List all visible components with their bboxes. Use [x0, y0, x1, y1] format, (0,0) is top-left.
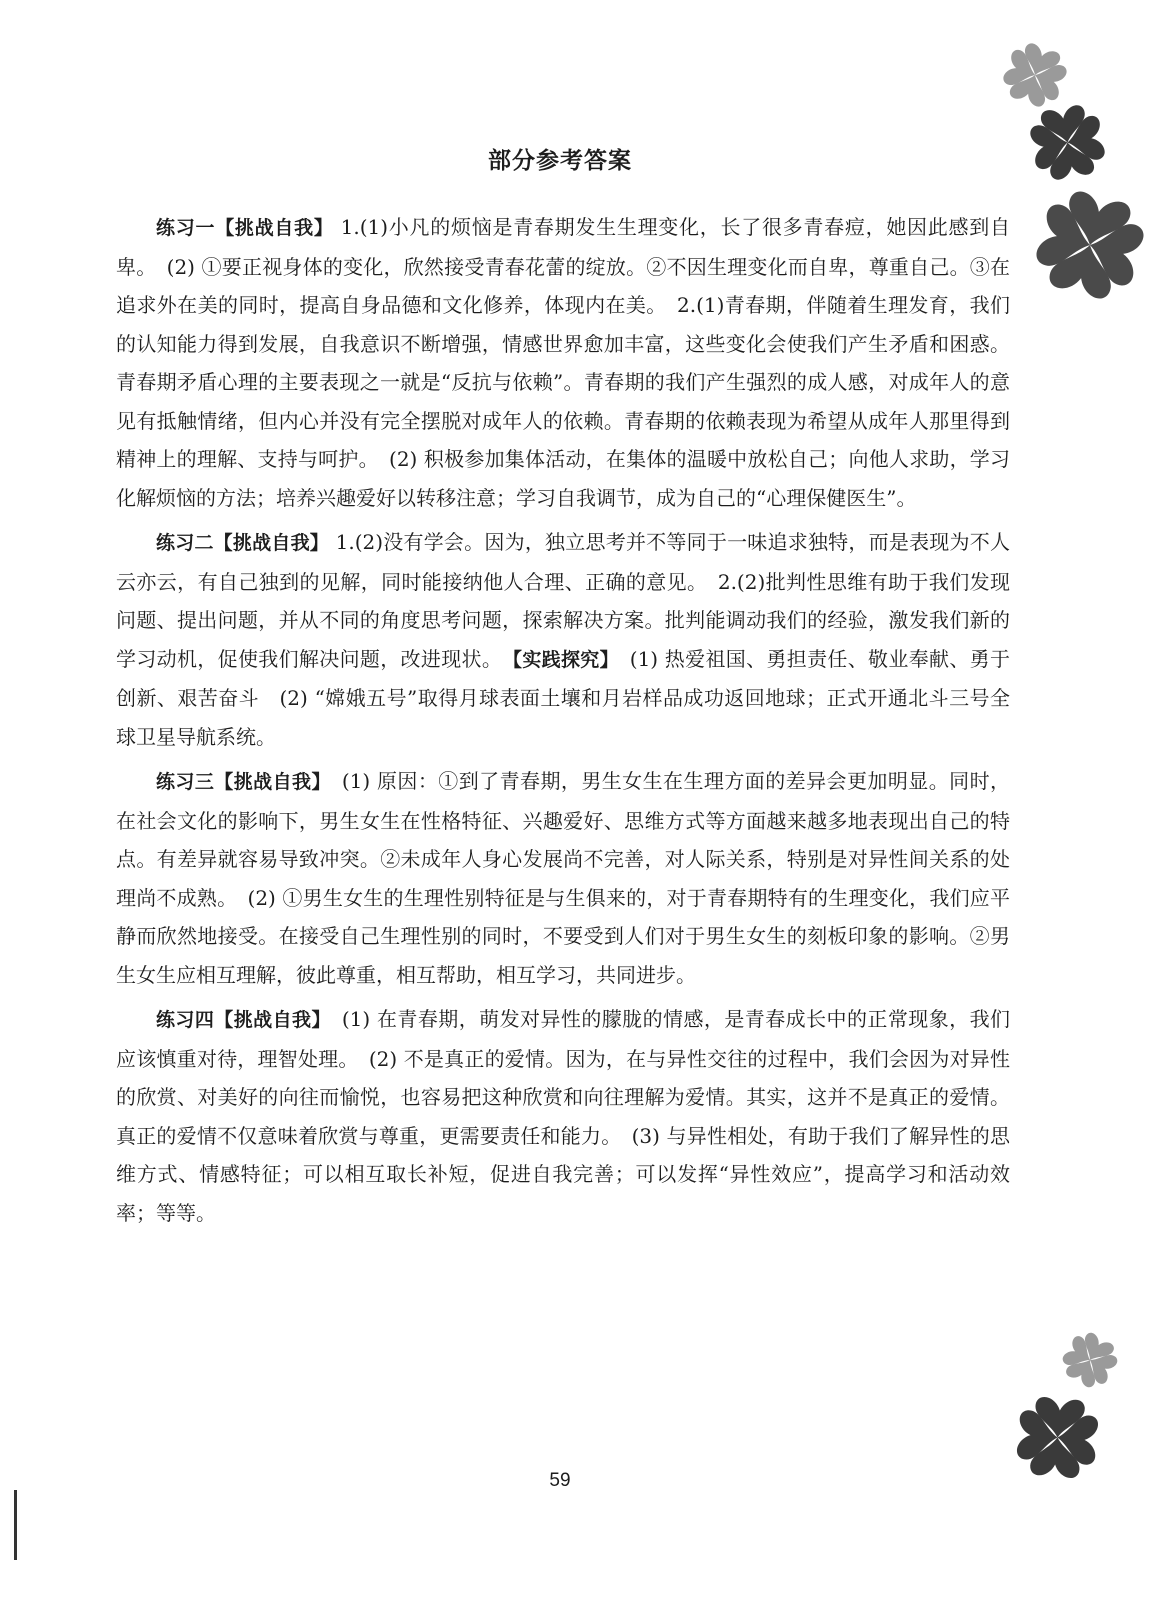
exercise-1-text: 1.(1)小凡的烦恼是青春期发生生理变化，长了很多青春痘，她因此感到自卑。 (2) ①要正视身体的变化，欣然接受青春花蕾的绽放。②不因生理变化而自卑，尊重自己。③在追求外在美的同时，提高自身品德和文化修养，体现内在美。 2.(1)青春期，伴随着生理发育，我们的认知能力得到发展，自我意识不断增强，情感世界愈加丰富，这些变化会使我们产生矛盾和困惑。青春期矛盾心理的主要表现之一就是“反抗与依赖”。青春期的我们产生强烈的成人感，对成年人的意见有抵触情绪，但内心并没有完全摆脱对成年人的依赖。青春期的依赖表现为希望从成年人那里得到精神上的理解、支持与呵护。 (2) 积极参加集体活动，在集体的温暖中放松自己；向他人求助，学习化解烦恼的方法；培养兴趣爱好以转移注意；学习自我调节，成为自己的“心理保健医生”。 — [116, 215, 1010, 510]
clover-decoration-large-icon — [1030, 180, 1150, 310]
page-number: 59 — [549, 1470, 571, 1491]
exercise-4-paragraph — [116, 1000, 1010, 1232]
exercise-4-label: 练习四【挑战自我】 — [156, 1009, 322, 1031]
page-title: 部分参考答案 — [488, 148, 632, 174]
binding-edge-mark — [14, 1490, 17, 1560]
answer-content — [116, 208, 1010, 1238]
exercise-2-label: 练习二【挑战自我】 — [156, 532, 330, 554]
exercise-2-paragraph — [116, 523, 1010, 756]
exercise-2-text: 1.(2)没有学会。因为，独立思考并不等同于一味追求独特，而是表现为不人云亦云，有自己独到的见解，同时能接纳他人合理、正确的意见。 2.(2)批判性思维有助于我们发现问题、提出问题，并从不同的角度思考问题，探索解决方案。批判能调动我们的经验，激发我们新的学习动机，促使我们解决问题，改进现状。 — [116, 530, 1010, 671]
exercise-3-label: 练习三【挑战自我】 — [156, 771, 322, 793]
exercise-1-label: 练习一【挑战自我】 — [156, 217, 334, 239]
exercise-3-text: (1) 原因：①到了青春期，男生女生在生理方面的差异会更加明显。同时，在社会文化的影响下，男生女生在性格特征、兴趣爱好、思维方式等方面越来越多地表现出自己的特点。有差异就容易导致冲突。②未成年人身心发展尚不完善，对人际关系，特别是对异性间关系的处理尚不成熟。 (2) ①男生女生的生理性别特征是与生俱来的，对于青春期特有的生理变化，我们应平静而欣然地接受。在接受自己生理性别的同时，不要受到人们对于男生女生的刻板印象的影响。②男生女生应相互理解，彼此尊重，相互帮助，相互学习，共同进步。 — [116, 769, 1010, 987]
exercise-2-practice-label: 【实践探究】 — [512, 648, 610, 671]
exercise-3-paragraph — [116, 762, 1010, 994]
exercise-4-text: (1) 在青春期，萌发对异性的朦胧的情感，是青春成长中的正常现象，我们应该慎重对待，理智处理。 (2) 不是真正的爱情。因为，在与异性交往的过程中，我们会因为对异性的欣赏、对美好的向往而愉悦，也容易把这种欣赏和向往理解为爱情。其实，这并不是真正的爱情。真正的爱情不仅意味着欣赏与尊重，更需要责任和能力。 (3) 与异性相处，有助于我们了解异性的思维方式、情感特征；可以相互取长补短，促进自我完善；可以发挥“异性效应”，提高学习和活动效率；等等。 — [116, 1007, 1010, 1225]
exercise-2-practice-text: (1) 热爱祖国、勇担责任、敬业奉献、勇于创新、艰苦奋斗 (2) “嫦娥五号”取得月球表面土壤和月岩样品成功返回地球；正式开通北斗三号全球卫星导航系统。 — [116, 646, 1010, 749]
exercise-1-paragraph — [116, 208, 1010, 517]
clover-decoration-bottom-light-icon — [1060, 1330, 1120, 1390]
